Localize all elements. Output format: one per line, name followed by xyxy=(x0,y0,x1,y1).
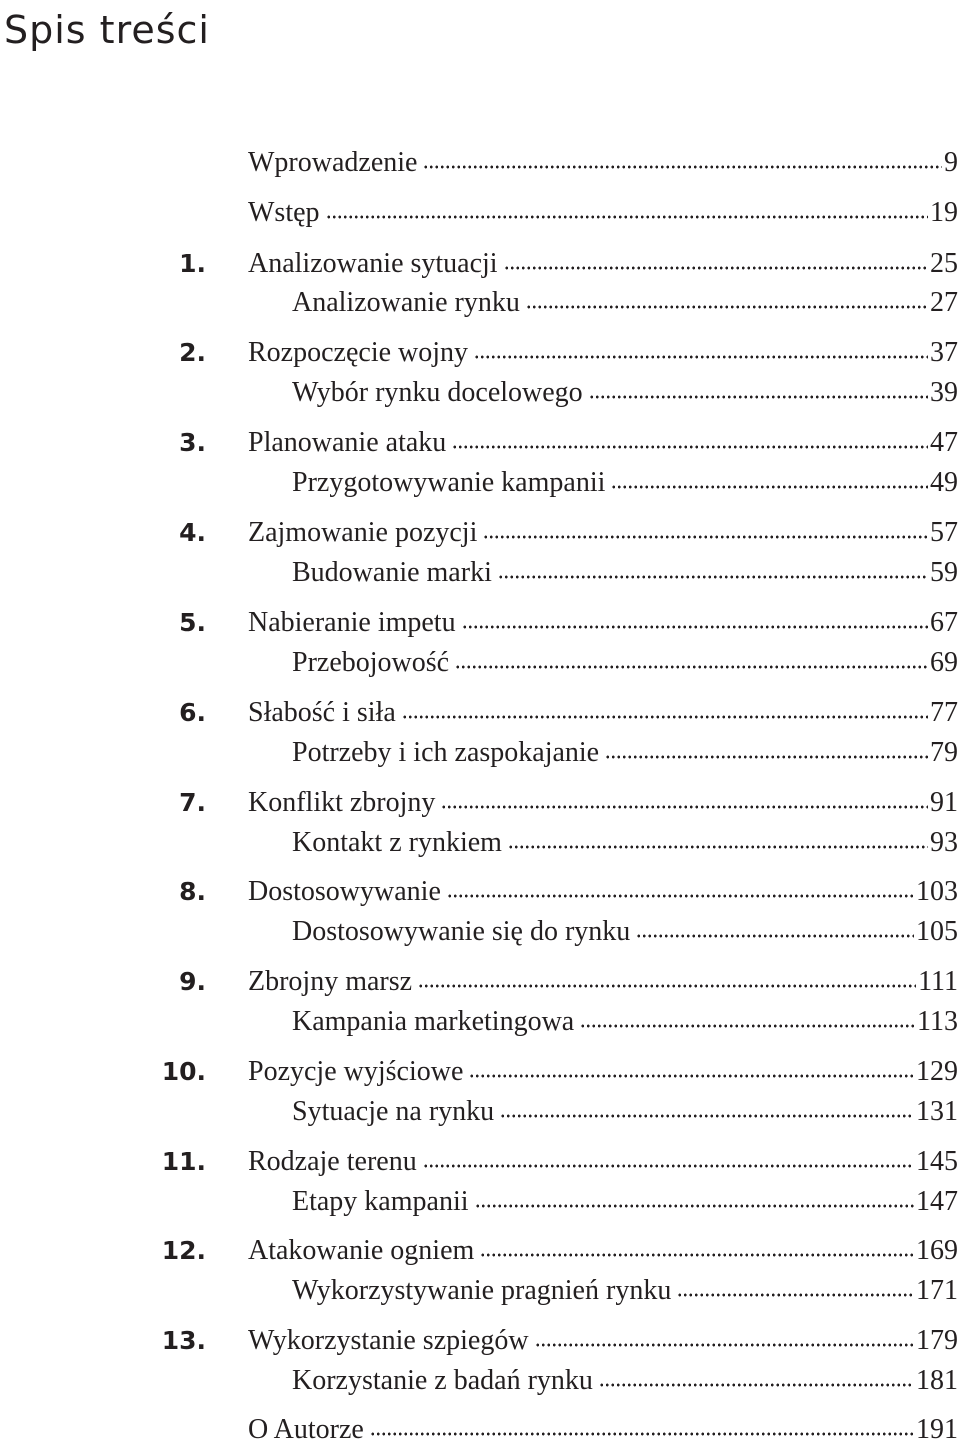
dot-leader xyxy=(462,625,928,629)
entry-title: Korzystanie z badań rynku xyxy=(292,1365,593,1396)
entry-title: Sytuacje na rynku xyxy=(292,1096,495,1127)
page-number: 191 xyxy=(916,1414,958,1445)
entry-title: Przygotowywanie kampanii xyxy=(292,467,606,498)
page-number: 67 xyxy=(930,607,958,638)
toc-entry-introduction[interactable] xyxy=(0,143,960,183)
toc-entry-chapter-2[interactable] xyxy=(0,333,960,373)
page-number: 25 xyxy=(930,248,958,279)
dot-leader xyxy=(589,395,928,399)
dot-leader xyxy=(580,1024,915,1028)
page-number: 147 xyxy=(916,1186,958,1217)
entry-title: Potrzeby i ich zaspokajanie xyxy=(292,737,600,768)
toc-subentry[interactable] xyxy=(0,1092,960,1132)
toc-entry-chapter-11[interactable] xyxy=(0,1142,960,1182)
toc-subentry[interactable] xyxy=(0,643,960,683)
dot-leader xyxy=(599,1383,914,1387)
toc-subentry[interactable] xyxy=(0,463,960,503)
page-number: 169 xyxy=(916,1235,958,1266)
page-number: 49 xyxy=(930,467,958,498)
toc-subentry[interactable] xyxy=(0,373,960,413)
toc-entry-chapter-9[interactable] xyxy=(0,962,960,1002)
toc-subentry[interactable] xyxy=(0,283,960,323)
dot-leader xyxy=(636,934,914,938)
page-number: 69 xyxy=(930,647,958,678)
page-number: 131 xyxy=(916,1096,958,1127)
page-number: 111 xyxy=(918,966,958,997)
dot-leader xyxy=(611,485,928,489)
chapter-number: 2. xyxy=(179,338,206,367)
page-number: 171 xyxy=(916,1275,958,1306)
entry-title: Zbrojny marsz xyxy=(248,966,413,997)
chapter-number: 8. xyxy=(179,877,206,906)
toc-entry-chapter-4[interactable] xyxy=(0,513,960,553)
entry-title: Analizowanie rynku xyxy=(292,287,520,318)
chapter-number: 4. xyxy=(179,518,206,547)
toc-entry-chapter-8[interactable] xyxy=(0,872,960,912)
page-number: 105 xyxy=(916,916,958,947)
dot-leader xyxy=(455,665,928,669)
dot-leader xyxy=(474,355,928,359)
page-number: 27 xyxy=(930,287,958,318)
dot-leader xyxy=(326,215,928,219)
entry-title: Słabość i siła xyxy=(248,697,396,728)
dot-leader xyxy=(475,1204,914,1208)
chapter-number: 12. xyxy=(161,1236,206,1265)
toc-entry-chapter-13[interactable] xyxy=(0,1321,960,1361)
page-number: 113 xyxy=(917,1006,958,1037)
toc-entry-chapter-5[interactable] xyxy=(0,603,960,643)
dot-leader xyxy=(441,805,928,809)
entry-title: Nabieranie impetu xyxy=(248,607,456,638)
page-number: 77 xyxy=(930,697,958,728)
page-number: 79 xyxy=(930,737,958,768)
chapter-number: 5. xyxy=(179,608,206,637)
dot-leader xyxy=(469,1074,914,1078)
dot-leader xyxy=(677,1293,914,1297)
dot-leader xyxy=(535,1343,914,1347)
entry-title: Analizowanie sytuacji xyxy=(248,248,498,279)
chapter-number: 7. xyxy=(179,788,206,817)
page-number: 9 xyxy=(944,147,958,178)
dot-leader xyxy=(402,715,928,719)
page-number: 57 xyxy=(930,517,958,548)
toc-entry-about-author[interactable] xyxy=(0,1410,960,1450)
dot-leader xyxy=(447,894,914,898)
page-number: 59 xyxy=(930,557,958,588)
toc-subentry[interactable] xyxy=(0,823,960,863)
dot-leader xyxy=(504,266,928,270)
toc-entry-chapter-12[interactable] xyxy=(0,1231,960,1271)
entry-title: Wybór rynku docelowego xyxy=(292,377,583,408)
page-number: 93 xyxy=(930,827,958,858)
entry-title: Planowanie ataku xyxy=(248,427,447,458)
dot-leader xyxy=(423,1164,914,1168)
chapter-number: 3. xyxy=(179,428,206,457)
dot-leader xyxy=(423,165,942,169)
toc-subentry[interactable] xyxy=(0,553,960,593)
dot-leader xyxy=(526,305,928,309)
entry-title: Atakowanie ogniem xyxy=(248,1235,475,1266)
toc-entry-chapter-1[interactable] xyxy=(0,244,960,284)
toc-entry-chapter-10[interactable] xyxy=(0,1052,960,1092)
entry-title: Wstęp xyxy=(248,197,320,228)
dot-leader xyxy=(452,445,928,449)
entry-title: Wykorzystanie szpiegów xyxy=(248,1325,529,1356)
entry-title: Zajmowanie pozycji xyxy=(248,517,478,548)
chapter-number: 9. xyxy=(179,967,206,996)
entry-title: Dostosowywanie xyxy=(248,876,441,907)
page-number: 19 xyxy=(930,197,958,228)
toc-subentry[interactable] xyxy=(0,1002,960,1042)
dot-leader xyxy=(480,1253,914,1257)
toc-subentry[interactable] xyxy=(0,733,960,773)
entry-title: Rodzaje terenu xyxy=(248,1146,417,1177)
entry-title: Kontakt z rynkiem xyxy=(292,827,502,858)
page-title: Spis treści xyxy=(4,8,210,52)
dot-leader xyxy=(500,1114,914,1118)
chapter-number: 1. xyxy=(179,249,206,278)
toc-subentry[interactable] xyxy=(0,1361,960,1401)
dot-leader xyxy=(605,755,928,759)
toc-entry-foreword[interactable] xyxy=(0,193,960,233)
entry-title: Pozycje wyjściowe xyxy=(248,1056,464,1087)
page-number: 39 xyxy=(930,377,958,408)
toc-entry-chapter-3[interactable] xyxy=(0,423,960,463)
toc-subentry[interactable] xyxy=(0,1271,960,1311)
toc-subentry[interactable] xyxy=(0,912,960,952)
entry-title: Wprowadzenie xyxy=(248,147,418,178)
page-number: 179 xyxy=(916,1325,958,1356)
dot-leader xyxy=(483,535,928,539)
page-number: 47 xyxy=(930,427,958,458)
entry-title: Przebojowość xyxy=(292,647,450,678)
dot-leader xyxy=(370,1432,914,1436)
page-number: 103 xyxy=(916,876,958,907)
entry-title: Budowanie marki xyxy=(292,557,492,588)
entry-title: Kampania marketingowa xyxy=(292,1006,575,1037)
page-number: 181 xyxy=(916,1365,958,1396)
dot-leader xyxy=(508,845,928,849)
page-number: 145 xyxy=(916,1146,958,1177)
chapter-number: 10. xyxy=(161,1057,206,1086)
toc-entry-chapter-6[interactable] xyxy=(0,693,960,733)
page-number: 129 xyxy=(916,1056,958,1087)
chapter-number: 6. xyxy=(179,698,206,727)
dot-leader xyxy=(498,575,928,579)
entry-title: O Autorze xyxy=(248,1414,364,1445)
chapter-number: 13. xyxy=(161,1326,206,1355)
entry-title: Etapy kampanii xyxy=(292,1186,469,1217)
entry-title: Rozpoczęcie wojny xyxy=(248,337,469,368)
page-number: 91 xyxy=(930,787,958,818)
chapter-number: 11. xyxy=(161,1147,206,1176)
toc-entry-chapter-7[interactable] xyxy=(0,783,960,823)
entry-title: Wykorzystywanie pragnień rynku xyxy=(292,1275,672,1306)
page-number: 37 xyxy=(930,337,958,368)
entry-title: Konflikt zbrojny xyxy=(248,787,436,818)
entry-title: Dostosowywanie się do rynku xyxy=(292,916,631,947)
toc-subentry[interactable] xyxy=(0,1182,960,1222)
dot-leader xyxy=(418,984,916,988)
